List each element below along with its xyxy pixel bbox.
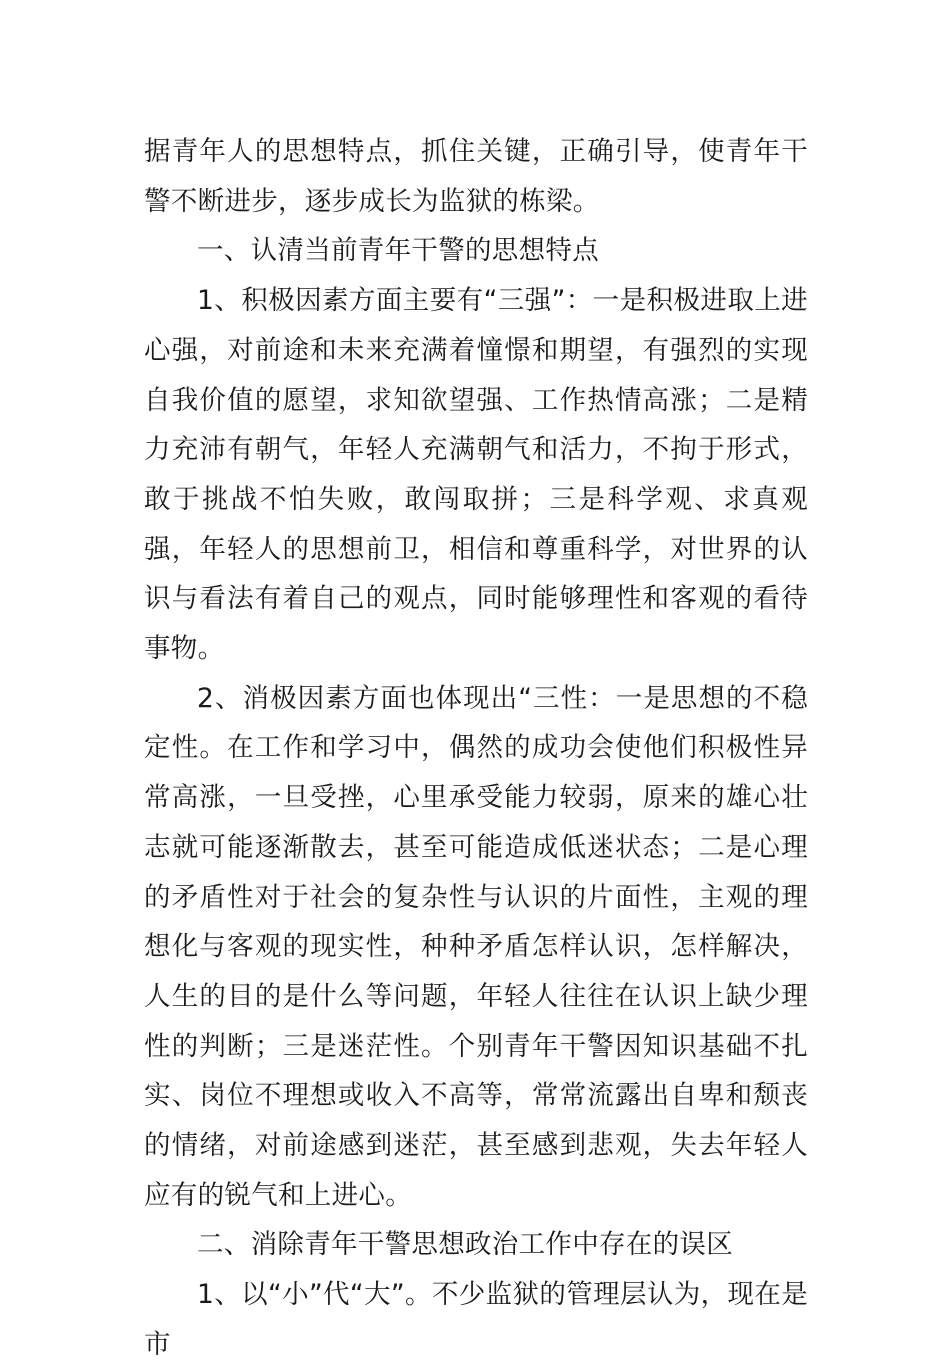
paragraph-negative-factors: 2、消极因素方面也体现出“三性：一是思想的不稳定性。在工作和学习中，偶然的成功会使他们积极性异常高涨，一旦受挫，心里承受能力较弱，原来的雄心壮志就可能逐渐散去，甚至可能造成低迷状态；二是心理的矛盾性对于社会的复杂性与认识的片面性，主观的理想化与客观的现实性，种种矛盾怎样认识，怎样解决，人生的目的是什么等问题，年轻人往往在认识上缺少理性的判断；三是迷茫性。个别青年干警因知识基础不扎实、岗位不理想或收入不高等，常常流露出自卑和颓丧的情绪，对前途感到迷茫，甚至感到悲观，失去年轻人应有的锐气和上进心。 [144, 682, 808, 1211]
section-heading-2: 二、消除青年干警思想政治工作中存在的误区 [197, 1229, 733, 1261]
document-body [144, 127, 808, 1370]
section-heading-1: 一、认清当前青年干警的思想特点 [197, 235, 599, 267]
paragraph-continuation: 据青年人的思想特点，抓住关键，正确引导，使青年干警不断进步，逐步成长为监狱的栋梁。 [144, 136, 808, 217]
paragraph-positive-factors: 1、积极因素方面主要有“三强”：一是积极进取上进心强，对前途和未来充满着憧憬和期望，有强烈的实现自我价值的愿望，求知欲望强、工作热情高涨；二是精力充沛有朝气，年轻人充满朝气和活力，不拘于形式，敢于挑战不怕失败，敢闯取拼；三是科学观、求真观强，年轻人的思想前卫，相信和尊重科学，对世界的认识与看法有着自己的观点，同时能够理性和客观的看待事物。 [144, 285, 808, 665]
paragraph-misconception-1: 1、以“小”代“大”。不少监狱的管理层认为，现在是市 [144, 1279, 808, 1360]
